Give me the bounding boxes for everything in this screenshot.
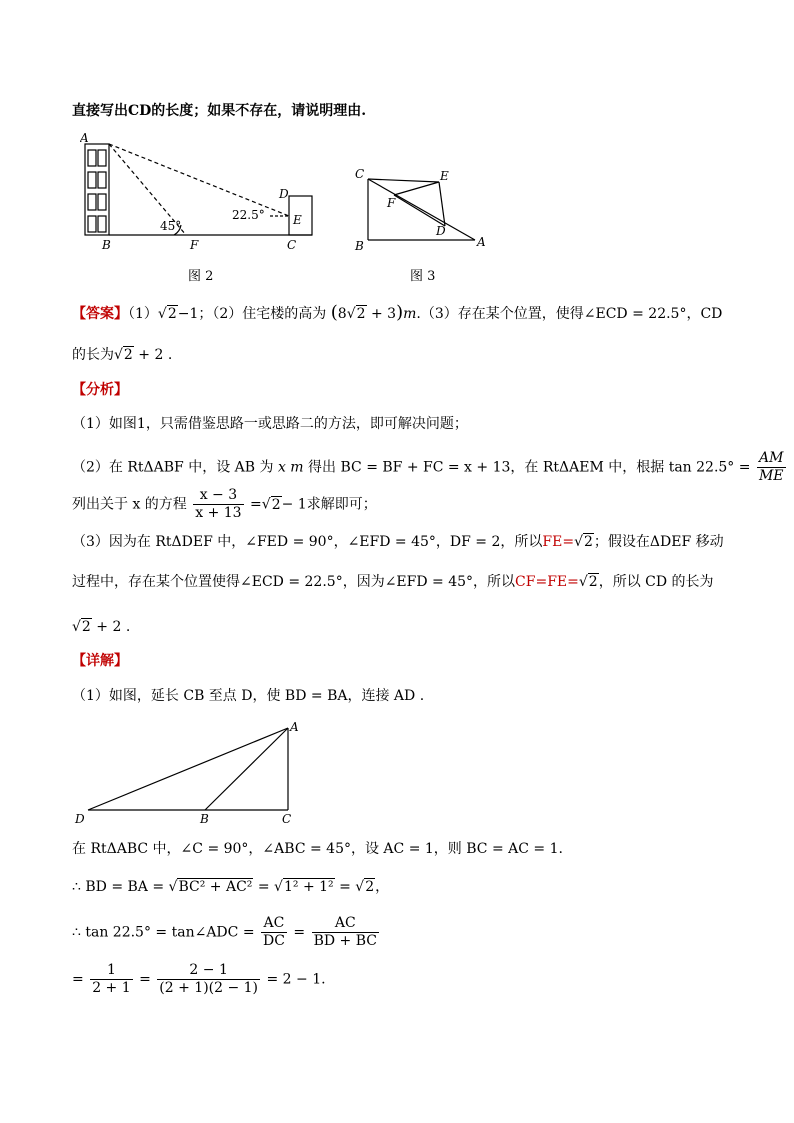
figure-3 xyxy=(350,162,490,254)
fig3-label-F: F xyxy=(387,196,396,210)
tri-label-C: C xyxy=(282,812,292,826)
detail-line-4: ∴ tan 22.5° = tan∠ADC = $\frac{AC}{DC}$ = $\frac{AC}{BD + BC}$ xyxy=(72,915,377,949)
analysis-line-4: （3）因为在 RtΔDEF 中，∠FED = 90°，∠EFD = 45°，DF = 2，所以FE=√2；假设在ΔDEF 移动 xyxy=(72,534,724,550)
angle-45: 45° xyxy=(160,219,182,233)
label-B: B xyxy=(102,238,111,252)
figure-2-caption: 图 2 xyxy=(188,269,214,284)
label-C: C xyxy=(287,238,297,252)
detail-line-3: ∴ BD = BA = √BC² + AC² = √1² + 1² = √2， xyxy=(72,879,390,895)
fig3-label-E: E xyxy=(440,169,449,183)
tri-label-B: B xyxy=(200,812,209,826)
answer-line-1: 【答案】（1）√2−1；（2）住宅楼的高为 (8√2 + 3)m.（3）存在某个位置，使得∠ECD = 22.5°，CD xyxy=(72,302,723,323)
label-D: D xyxy=(279,187,289,201)
problem-statement: 直接写出CD的长度；如果不存在，请说明理由. xyxy=(72,103,367,119)
label-A: A xyxy=(80,132,89,145)
fig3-label-B: B xyxy=(355,239,364,253)
analysis-line-3: 列出关于 x 的方程 $\frac{x - 3}{x + 13}$ =√2− 1求解即可； xyxy=(72,487,377,521)
analysis-line-6: √2 + 2 . xyxy=(72,619,131,635)
detail-tag: 【详解】 xyxy=(72,653,128,669)
label-E: E xyxy=(293,213,302,227)
fig3-label-A: A xyxy=(477,235,486,249)
figure-1-triangle xyxy=(70,715,310,827)
fig3-label-C: C xyxy=(355,167,365,181)
answer-line-2: 的长为√2 + 2 . xyxy=(72,347,173,363)
label-F: F xyxy=(190,238,199,252)
analysis-tag: 【分析】 xyxy=(72,382,128,398)
figure-2 xyxy=(80,132,320,254)
detail-line-5: = $\frac{1}{2 + 1}$ = $\frac{2 - 1}{(2 + 1)(2 - 1)}$ = 2 − 1. xyxy=(72,962,326,996)
detail-line-1: （1）如图，延长 CB 至点 D，使 BD = BA，连接 AD . xyxy=(72,688,425,704)
tri-label-A: A xyxy=(290,720,299,734)
analysis-line-5: 过程中，存在某个位置使得∠ECD = 22.5°，因为∠EFD = 45°，所以CF=FE=√2，所以 CD 的长为 xyxy=(72,574,714,590)
detail-line-2: 在 RtΔABC 中，∠C = 90°，∠ABC = 45°，设 AC = 1，则 BC = AC = 1. xyxy=(72,841,563,857)
sight-line-AE xyxy=(109,144,289,216)
angle-22-5: 22.5° xyxy=(232,208,265,222)
analysis-line-1: （1）如图1，只需借鉴思路一或思路二的方法，即可解决问题； xyxy=(72,416,468,432)
analysis-line-2: （2）在 RtΔABF 中，设 AB 为 x m 得出 BC = BF + FC = x + 13，在 RtΔAEM 中，根据 tan 22.5° = $\frac{AM}{ME}$ xyxy=(72,450,784,484)
figure-3-caption: 图 3 xyxy=(410,269,436,284)
tri-label-D: D xyxy=(75,812,85,826)
fig3-label-D: D xyxy=(436,224,446,238)
